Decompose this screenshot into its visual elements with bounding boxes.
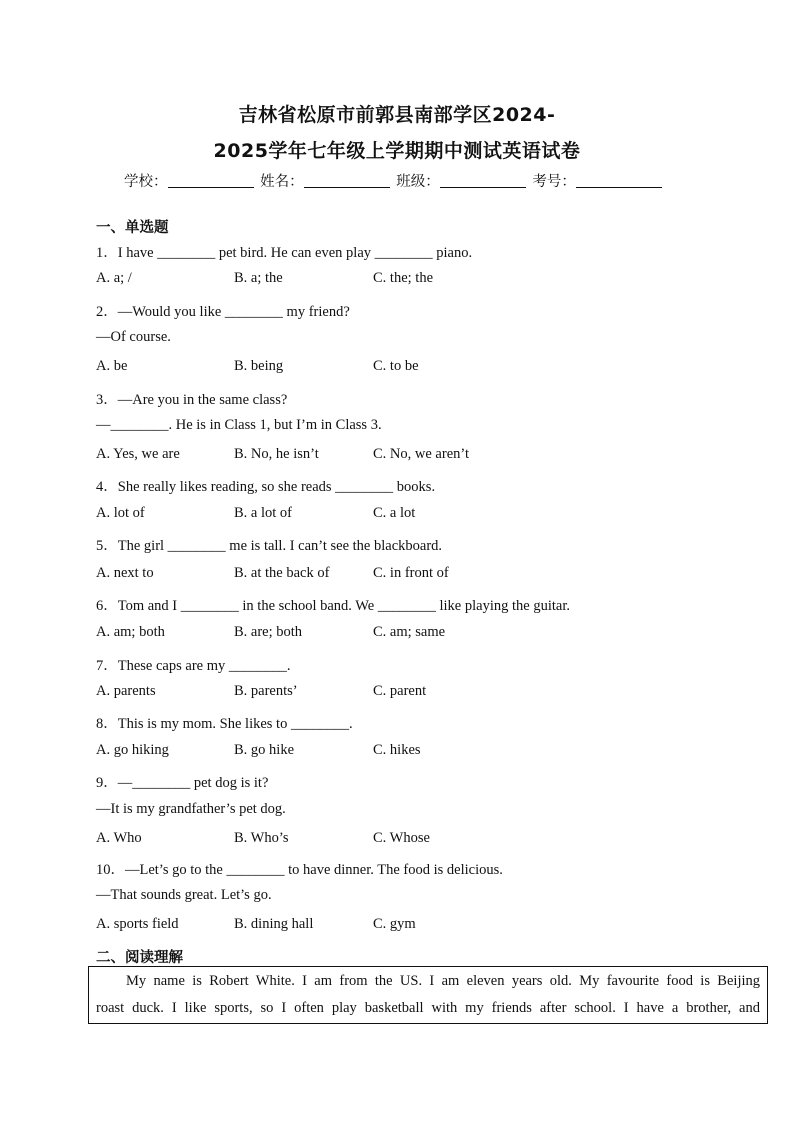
exam-title-line-2: 2025学年七年级上学期期中测试英语试卷 (213, 140, 581, 162)
question-1-stem: 1．I have ________ pet bird. He can even play ________ piano. (96, 245, 473, 261)
class-blank (440, 173, 526, 188)
option-a: A. Who (96, 830, 142, 846)
option-c: C. in front of (373, 565, 449, 581)
option-a: A. next to (96, 565, 154, 581)
option-a: A. a; / (96, 270, 132, 286)
option-a: A. sports field (96, 916, 179, 932)
reading-passage-box (88, 966, 768, 1024)
passage-line-2: roast duck. I like sports, so I often play basketball with my friends after school. I have a brother, and (96, 1000, 760, 1016)
name-label: 姓名： (260, 174, 304, 190)
option-a: A. parents (96, 683, 156, 699)
option-c: C. a lot (373, 505, 416, 521)
question-6-stem: 6．Tom and I ________ in the school band. We ________ like playing the guitar. (96, 598, 570, 614)
exam-number-label: 考号： (532, 174, 576, 190)
option-b: B. a; the (234, 270, 283, 286)
option-b: B. go hike (234, 742, 295, 758)
option-b: B. Who’s (234, 830, 289, 846)
section-heading-reading: 二、阅读理解 (96, 950, 183, 966)
question-7-stem: 7．These caps are my ________. (96, 658, 291, 674)
option-b: B. being (234, 358, 284, 374)
option-c: C. No, we aren’t (373, 446, 469, 462)
option-b: B. are; both (234, 624, 303, 640)
question-2-response: —Of course. (96, 329, 171, 345)
school-label: 学校： (124, 174, 168, 190)
question-5-stem: 5．The girl ________ me is tall. I can’t see the blackboard. (96, 538, 443, 554)
option-a: A. am; both (96, 624, 165, 640)
question-10-response: —That sounds great. Let’s go. (96, 887, 272, 903)
option-b: B. dining hall (234, 916, 314, 932)
option-c: C. hikes (373, 742, 421, 758)
student-info-row (124, 170, 664, 191)
question-2-stem: 2．—Would you like ________ my friend? (96, 304, 350, 320)
exam-title-line-1: 吉林省松原市前郭县南部学区2024- (238, 104, 556, 126)
question-8-stem: 8．This is my mom. She likes to ________. (96, 716, 353, 732)
passage-line-1: My name is Robert White. I am from the US. I am eleven years old. My favourite food is Beijing (126, 973, 760, 989)
option-c: C. gym (373, 916, 416, 932)
section-heading-single-choice: 一、单选题 (96, 220, 169, 236)
question-3-stem: 3．—Are you in the same class? (96, 392, 288, 408)
option-c: C. to be (373, 358, 419, 374)
option-c: C. parent (373, 683, 427, 699)
option-a: A. go hiking (96, 742, 169, 758)
option-c: C. am; same (373, 624, 446, 640)
question-10-stem: 10．—Let’s go to the ________ to have dinner. The food is delicious. (96, 862, 503, 878)
option-b: B. parents’ (234, 683, 298, 699)
school-blank (168, 173, 254, 188)
name-blank (304, 173, 390, 188)
class-label: 班级： (396, 174, 440, 190)
option-a: A. lot of (96, 505, 145, 521)
question-9-stem: 9．—________ pet dog is it? (96, 775, 269, 791)
option-a: A. Yes, we are (96, 446, 180, 462)
question-4-stem: 4．She really likes reading, so she reads ________ books. (96, 479, 436, 495)
question-9-response: —It is my grandfather’s pet dog. (96, 801, 286, 817)
option-b: B. a lot of (234, 505, 292, 521)
option-c: C. the; the (373, 270, 434, 286)
option-c: C. Whose (373, 830, 430, 846)
option-b: B. at the back of (234, 565, 330, 581)
question-3-response: —________. He is in Class 1, but I’m in Class 3. (96, 417, 382, 433)
exam-number-blank (576, 173, 662, 188)
option-a: A. be (96, 358, 128, 374)
option-b: B. No, he isn’t (234, 446, 319, 462)
